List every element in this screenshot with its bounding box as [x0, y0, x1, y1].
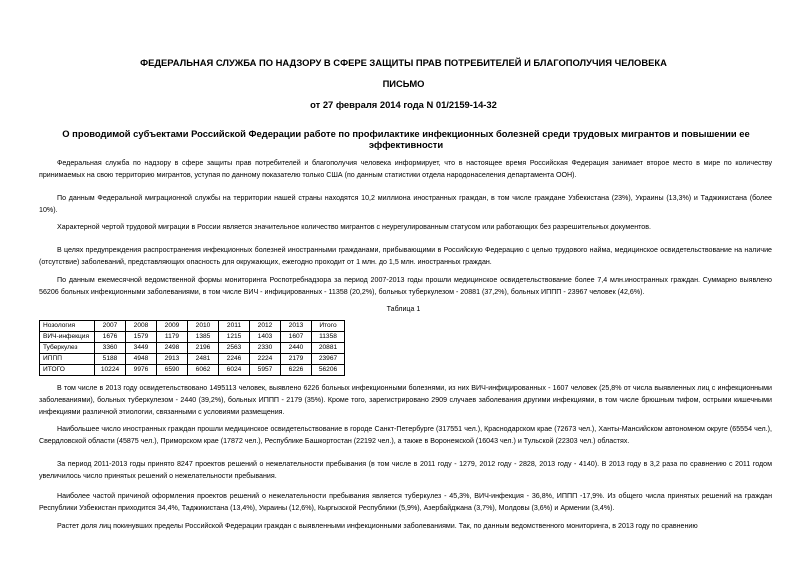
table-cell: 2440: [281, 343, 312, 354]
table-cell: 2563: [219, 343, 250, 354]
agency-title: ФЕДЕРАЛЬНАЯ СЛУЖБА ПО НАДЗОРУ В СФЕРЕ ЗАЩИТЫ ПРАВ ПОТРЕБИТЕЛЕЙ И БЛАГОПОЛУЧИЯ ЧЕЛОВЕКА: [140, 57, 667, 68]
table-cell: 2481: [188, 354, 219, 365]
table-cell: 2498: [157, 343, 188, 354]
table-cell: ВИЧ-инфекция: [40, 332, 95, 343]
table-cell: 11358: [312, 332, 345, 343]
table-cell: 6226: [281, 365, 312, 376]
table-row: [40, 343, 345, 354]
table-cell: Туберкулез: [40, 343, 95, 354]
table-cell: 4948: [126, 354, 157, 365]
statistics-table: [39, 320, 345, 376]
table-cell: 1215: [219, 332, 250, 343]
table-cell: 3360: [95, 343, 126, 354]
table-header-row: [40, 321, 345, 332]
table-cell: 23967: [312, 354, 345, 365]
paragraph-2: По данным Федеральной миграционной службы на территории нашей страны находятся 10,2 миллиона иностранных граждан, в том числе граждане Узбекистана (23%), Украины (13,3%) и Таджикистана (более 10%).: [39, 194, 772, 214]
table-cell: 2246: [219, 354, 250, 365]
table-cell: 1385: [188, 332, 219, 343]
table-header-cell: Нозология: [40, 321, 95, 332]
table-cell: ИТОГО: [40, 365, 95, 376]
table-cell: 10224: [95, 365, 126, 376]
table-cell: 1579: [126, 332, 157, 343]
paragraph-10: Растет доля лиц покинувших пределы Российской Федерации граждан с выявленными инфекционными заболеваниями. Так, по данным ведомственного мониторинга, в 2013 году по сравнению: [57, 522, 698, 530]
table-caption: Таблица 1: [386, 305, 421, 313]
table-cell: 1676: [95, 332, 126, 343]
paragraph-1: Федеральная служба по надзору в сфере защиты прав потребителей и благополучия человека информирует, что в настоящее время Российская Федерация занимает второе место в мире по количеству принимаемых на свою территорию мигрантов, уступая по данному показателю только США (по данным статистики отдела народонаселения департамента ООН).: [39, 159, 772, 179]
document-subject: О проводимой субъектами Российской Федерации работе по профилактике инфекционных болезней среди трудовых мигрантов и повышении ее эффективности: [62, 128, 750, 150]
table-header-cell: 2012: [250, 321, 281, 332]
table-cell: 20881: [312, 343, 345, 354]
paragraph-7: Наибольшее число иностранных граждан прошли медицинское освидетельствование в городе Санкт-Петербурге (317551 чел.), Краснодарском крае (72673 чел.), Ханты-Мансийском автономном округе (65554 чел.), Свердловской области (45875 чел.), Приморском крае (17872 чел.), Республике Башкортостан (22192 чел.), а также в Воронежской (16043 чел.) и Тульской (22303 чел.) областях.: [39, 425, 772, 445]
table-header-cell: 2010: [188, 321, 219, 332]
table-cell: 5188: [95, 354, 126, 365]
paragraph-9: Наиболее частой причиной оформления проектов решений о нежелательности пребывания является туберкулез - 45,3%, ВИЧ-инфекция - 36,8%, ИППП -17,9%. Из общего числа принятых решений на граждан Республики Узбекистан приходится 34,4%, Таджикистана (13,4%), Украины (12,6%), Кыргызской Республики (5,9%), Азербайджана (3,7%), Молдовы (3,6%) и Армении (3,4%).: [39, 492, 772, 512]
table-header-cell: Итого: [312, 321, 345, 332]
table-cell: 1403: [250, 332, 281, 343]
table-cell: 2913: [157, 354, 188, 365]
table-cell: 6062: [188, 365, 219, 376]
table-cell: 2196: [188, 343, 219, 354]
table-cell: 1179: [157, 332, 188, 343]
table-cell: 2224: [250, 354, 281, 365]
table-row: [40, 354, 345, 365]
table-cell: 9976: [126, 365, 157, 376]
table-cell: 6590: [157, 365, 188, 376]
table-row: [40, 365, 345, 376]
table-header-cell: 2007: [95, 321, 126, 332]
paragraph-8: За период 2011-2013 годы принято 8247 проектов решений о нежелательности пребывания (в том числе в 2011 году - 1279, 2012 году - 2828, 2013 году - 4140). В 2013 году в 3,2 раза по сравнению с 2011 годом увеличилось число принятых решений о нежелательности пребывания.: [39, 460, 772, 480]
table-cell: 6024: [219, 365, 250, 376]
table-cell: 56206: [312, 365, 345, 376]
table-header-cell: 2013: [281, 321, 312, 332]
table-header-cell: 2011: [219, 321, 250, 332]
table-header-cell: 2008: [126, 321, 157, 332]
table-cell: 3449: [126, 343, 157, 354]
document-type: ПИСЬМО: [382, 78, 425, 89]
table-row: [40, 332, 345, 343]
paragraph-5: По данным ежемесячной ведомственной формы мониторинга Роспотребнадзора за период 2007-2013 годы прошли медицинское освидетельствование более 7,4 млн.иностранных граждан. Суммарно выявлено 56206 больных инфекционными заболеваниями, в том числе ВИЧ - инфицированных - 11358 (20,2%), больных туберкулезом - 20881 (37,2%), больных ИППП - 23967 человек (42,6%).: [39, 276, 772, 296]
table-cell: 2330: [250, 343, 281, 354]
document-date-number: от 27 февраля 2014 года N 01/2159-14-32: [310, 99, 497, 110]
paragraph-6: В том числе в 2013 году освидетельствовано 1495113 человек, выявлено 6226 больных инфекционными болезнями, из них ВИЧ-инфицированных - 1607 человек (25,8% от числа выявленных лиц с инфекционными заболеваниями), больных туберкулезом - 2440 (39,2%), больных ИППП - 2179 (35%). Кроме того, зарегистрировано 2909 случаев заболевания другими инфекциями, в том числе брюшным тифом, острыми кишечными инфекциями различной этиологии, связанными с условиями размещения.: [39, 384, 772, 416]
table-cell: 5957: [250, 365, 281, 376]
table-cell: ИППП: [40, 354, 95, 365]
table-cell: 1607: [281, 332, 312, 343]
table-cell: 2179: [281, 354, 312, 365]
table-header-cell: 2009: [157, 321, 188, 332]
paragraph-4: В целях предупреждения распространения инфекционных болезней иностранными гражданами, прибывающими в Российскую Федерацию с целью трудового найма, медицинское освидетельствование на наличие (отсутствие) заболеваний, представляющих опасность для окружающих, ежегодно проходит от 1 млн. до 1,5 млн. иностранных граждан.: [39, 246, 772, 266]
paragraph-3: Характерной чертой трудовой миграции в России является значительное количество мигрантов с неурегулированным статусом или работающих без разрешительных документов.: [57, 223, 651, 231]
